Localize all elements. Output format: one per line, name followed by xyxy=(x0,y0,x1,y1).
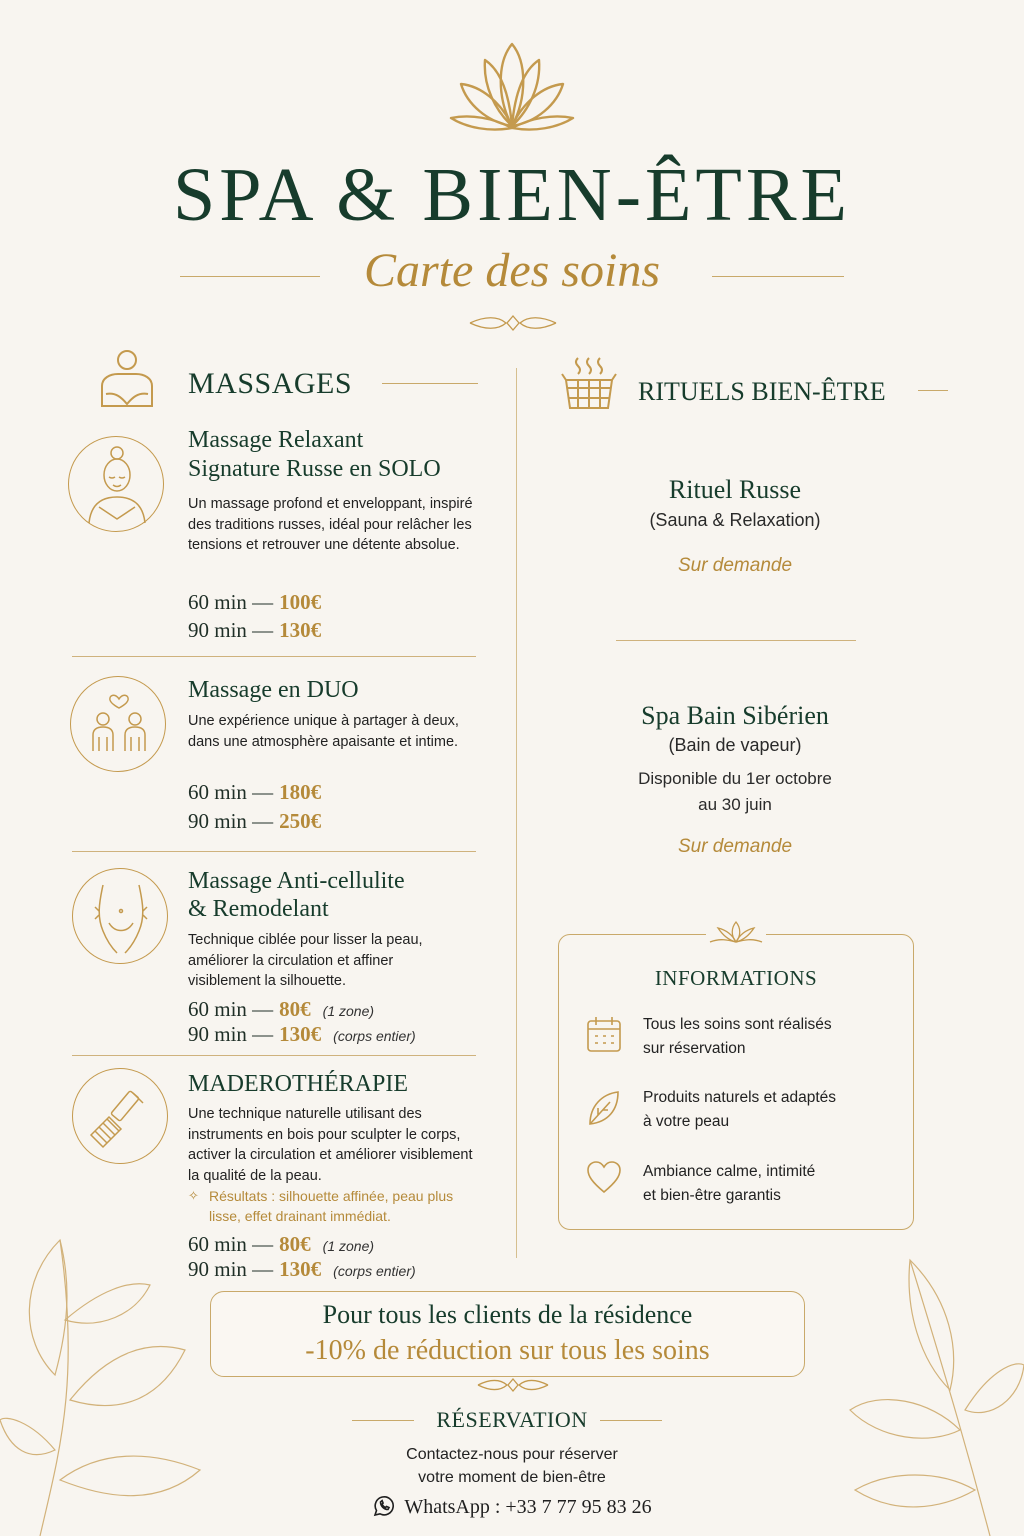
massage-2-price-90 xyxy=(188,808,321,835)
info-1-line2: sur réservation xyxy=(643,1040,746,1057)
info-3-line1: Ambiance calme, intimité xyxy=(643,1163,816,1180)
masseur-icon xyxy=(96,348,158,408)
massage-1-price-90 xyxy=(188,617,321,644)
massage-3-description: Technique ciblée pour lisser la peau, améliorer la circulation et affiner visiblement la silhouette. xyxy=(188,932,423,989)
page-subtitle: Carte des soins xyxy=(363,244,660,297)
note: (1 zone) xyxy=(322,1003,375,1019)
lotus-logo xyxy=(445,40,579,136)
price: 80€ xyxy=(279,1232,311,1256)
massage-3-name-line1: Massage Anti-cellulite xyxy=(188,868,405,894)
info-3-line2: et bien-être garantis xyxy=(643,1187,781,1204)
massage-1-name-line2: Signature Russe en SOLO xyxy=(188,456,441,482)
massage-2-price-60 xyxy=(188,779,321,806)
massage-4-description: Une technique naturelle utilisant des instruments en bois pour sculpter le corps, activer la circulation et améliorer visiblement la qualité de la peau. xyxy=(188,1106,473,1184)
massage-separator-3 xyxy=(72,1055,476,1056)
duration: 90 min — xyxy=(188,1257,274,1281)
whatsapp-number: WhatsApp : +33 7 77 95 83 26 xyxy=(404,1496,652,1518)
heart-icon xyxy=(586,1160,622,1194)
duration: 60 min — xyxy=(188,997,274,1021)
ritual-2-availability-line1: Disponible du 1er octobre xyxy=(638,769,832,788)
wooden-roller-icon xyxy=(73,1069,169,1165)
couple-heart-icon xyxy=(71,677,167,773)
price: 180€ xyxy=(279,780,322,804)
massage-relaxant-circle xyxy=(68,436,164,532)
massages-heading: MASSAGES xyxy=(188,367,353,400)
duration: 90 min — xyxy=(188,809,274,833)
duration: 60 min — xyxy=(188,1232,274,1256)
massage-separator-1 xyxy=(72,656,476,657)
column-divider xyxy=(516,368,517,1258)
page-title: SPA & BIEN-ÊTRE xyxy=(173,153,851,237)
duration: 90 min — xyxy=(188,618,274,642)
massage-duo-circle xyxy=(70,676,166,772)
ritual-2-subtitle: (Bain de vapeur) xyxy=(668,735,802,755)
price: 80€ xyxy=(279,997,311,1021)
massages-heading-line xyxy=(382,383,478,384)
duration: 60 min — xyxy=(188,780,274,804)
price: 100€ xyxy=(279,590,322,614)
ornament-divider xyxy=(470,312,556,334)
massage-4-name: MADEROTHÉRAPIE xyxy=(188,1071,408,1097)
info-2-line1: Produits naturels et adaptés xyxy=(643,1089,837,1106)
subtitle-line-right xyxy=(712,276,844,277)
price: 130€ xyxy=(279,618,322,642)
reservation-line2: votre moment de bien-être xyxy=(418,1469,606,1486)
whatsapp-row[interactable] xyxy=(0,1494,1024,1519)
note: (1 zone) xyxy=(322,1238,375,1254)
sparkle-icon: ✧ xyxy=(188,1188,199,1203)
massage-separator-2 xyxy=(72,851,476,852)
massage-4-result-line1: Résultats : silhouette affinée, peau plus xyxy=(209,1188,454,1204)
rituels-heading: RITUELS BIEN-ÊTRE xyxy=(638,377,886,406)
info-1-line1: Tous les soins sont réalisés xyxy=(643,1016,832,1033)
rituels-heading-line xyxy=(918,390,948,391)
massage-4-result-line2: lisse, effet drainant immédiat. xyxy=(209,1208,391,1224)
reservation-line1: Contactez-nous pour réserver xyxy=(406,1446,618,1463)
whatsapp-icon xyxy=(372,1494,396,1518)
duration: 90 min — xyxy=(188,1022,274,1046)
promo-line1: Pour tous les clients de la résidence xyxy=(322,1300,693,1329)
ritual-2-availability-line2: au 30 juin xyxy=(698,795,772,814)
informations-heading: INFORMATIONS xyxy=(654,966,818,990)
massage-1-description: Un massage profond et enveloppant, inspiré des traditions russes, idéal pour relâcher les tensions et retrouver une détente absolue. xyxy=(188,496,473,553)
info-box-ornament xyxy=(706,920,766,946)
price: 130€ xyxy=(279,1257,322,1281)
leaf-icon xyxy=(586,1088,622,1128)
massage-1-price-60 xyxy=(188,589,321,616)
price: 250€ xyxy=(279,809,322,833)
massage-4-price-90 xyxy=(188,1256,416,1285)
info-2-line2: à votre peau xyxy=(643,1113,730,1130)
duration: 60 min — xyxy=(188,590,274,614)
note: (corps entier) xyxy=(333,1263,416,1279)
promo-line2: -10% de réduction sur tous les soins xyxy=(305,1335,710,1366)
massage-2-description: Une expérience unique à partager à deux, dans une atmosphère apaisante et intime. xyxy=(188,713,459,750)
woman-massage-icon xyxy=(69,437,165,533)
calendar-icon xyxy=(586,1015,622,1053)
maderotherapie-circle xyxy=(72,1068,168,1164)
massage-3-name-line2: & Remodelant xyxy=(188,896,329,922)
reservation-heading: RÉSERVATION xyxy=(436,1407,588,1432)
massage-3-price-90 xyxy=(188,1021,416,1050)
note: (corps entier) xyxy=(333,1028,416,1044)
massage-cellulite-circle xyxy=(72,868,168,964)
price: 130€ xyxy=(279,1022,322,1046)
ornament-divider-bottom xyxy=(478,1376,548,1394)
massage-1-name-line1: Massage Relaxant xyxy=(188,427,364,453)
ritual-1-subtitle: (Sauna & Relaxation) xyxy=(649,510,821,530)
ritual-1-price: Sur demande xyxy=(677,555,793,576)
reservation-line-right xyxy=(600,1420,662,1421)
ritual-2-price: Sur demande xyxy=(677,836,793,857)
ritual-1-name: Rituel Russe xyxy=(668,475,802,504)
ritual-separator xyxy=(616,640,856,641)
body-silhouette-icon xyxy=(73,869,169,965)
massage-2-name: Massage en DUO xyxy=(188,677,359,703)
sauna-bucket-icon xyxy=(562,356,616,410)
ritual-2-name: Spa Bain Sibérien xyxy=(641,701,829,730)
